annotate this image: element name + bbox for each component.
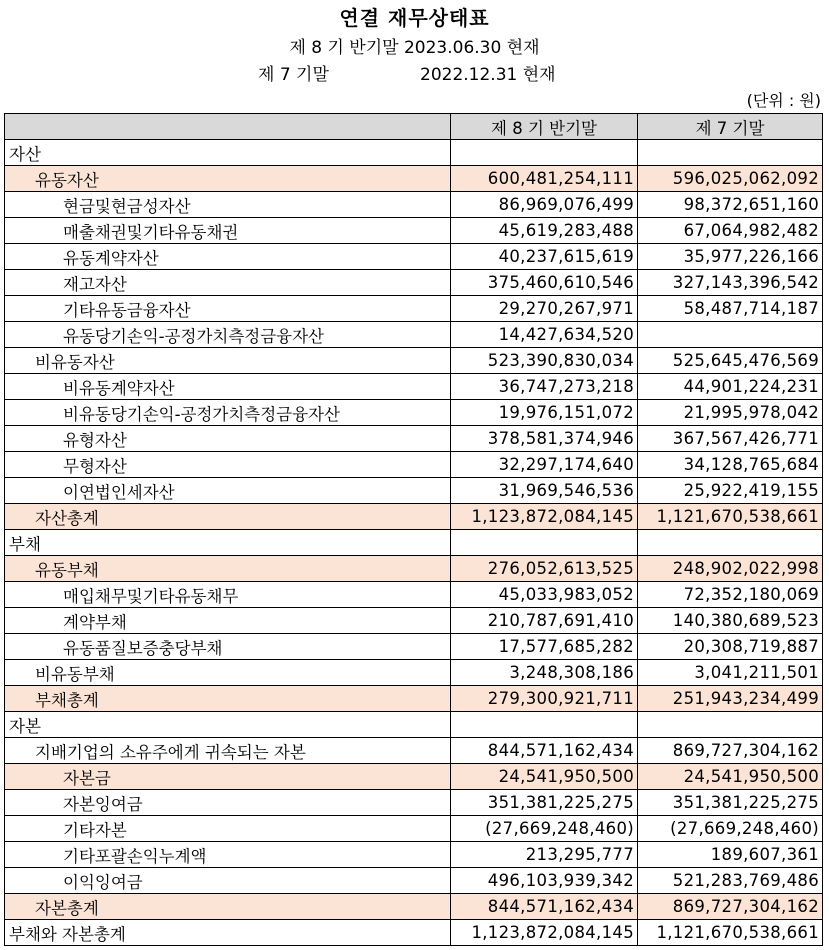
account-name: 기타포괄손익누계액 (5, 842, 451, 868)
account-name: 자본금 (5, 764, 451, 790)
prior-period-amount (638, 712, 823, 738)
prior-period-amount (638, 140, 823, 166)
table-row (5, 738, 823, 764)
prior-period-amount: 367,567,426,771 (638, 426, 823, 452)
prior-period-amount: 67,064,982,482 (638, 218, 823, 244)
table-row (5, 764, 823, 790)
prior-period-amount: 869,727,304,162 (638, 894, 823, 920)
prior-period-amount: 521,283,769,486 (638, 868, 823, 894)
table-row (5, 816, 823, 842)
document-title: 연결 재무상태표 (339, 6, 490, 30)
current-period-amount: 279,300,921,711 (451, 686, 638, 712)
table-row (5, 790, 823, 816)
account-name: 기타자본 (5, 816, 451, 842)
account-name: 자본총계 (5, 894, 451, 920)
current-period-amount: 40,237,615,619 (451, 244, 638, 270)
prior-period-amount: 869,727,304,162 (638, 738, 823, 764)
current-period-amount: 496,103,939,342 (451, 868, 638, 894)
period-line-prior-date: 2022.12.31 현재 (420, 65, 556, 85)
prior-period-amount: 98,372,651,160 (638, 192, 823, 218)
current-period-amount: 45,619,283,488 (451, 218, 638, 244)
account-name: 비유동자산 (5, 348, 451, 374)
account-name: 유동부채 (5, 556, 451, 582)
prior-period-amount: 596,025,062,092 (638, 166, 823, 192)
table-row (5, 686, 823, 712)
current-period-amount: 1,123,872,084,145 (451, 920, 638, 946)
prior-period-amount: (27,669,248,460) (638, 816, 823, 842)
account-name: 기타유동금융자산 (5, 296, 451, 322)
account-name: 자본잉여금 (5, 790, 451, 816)
prior-period-amount: 251,943,234,499 (638, 686, 823, 712)
prior-period-amount: 35,977,226,166 (638, 244, 823, 270)
account-name: 매출채권및기타유동채권 (5, 218, 451, 244)
current-period-amount: 523,390,830,034 (451, 348, 638, 374)
current-period-amount (451, 140, 638, 166)
current-period-amount: 24,541,950,500 (451, 764, 638, 790)
table-row (5, 218, 823, 244)
current-period-amount: 19,976,151,072 (451, 400, 638, 426)
current-period-amount: 32,297,174,640 (451, 452, 638, 478)
table-row (5, 920, 823, 946)
table-row (5, 842, 823, 868)
prior-period-amount (638, 530, 823, 556)
account-name: 자산총계 (5, 504, 451, 530)
current-period-amount: 29,270,267,971 (451, 296, 638, 322)
table-row (5, 374, 823, 400)
current-period-amount: 3,248,308,186 (451, 660, 638, 686)
account-name: 매입채무및기타유동채무 (5, 582, 451, 608)
prior-period-amount: 21,995,978,042 (638, 400, 823, 426)
current-period-amount: 844,571,162,434 (451, 738, 638, 764)
header-account (5, 114, 451, 140)
table-row (5, 400, 823, 426)
account-name: 부채 (5, 530, 451, 556)
account-name: 유동계약자산 (5, 244, 451, 270)
prior-period-amount: 327,143,396,542 (638, 270, 823, 296)
prior-period-amount: 20,308,719,887 (638, 634, 823, 660)
current-period-amount: 14,427,634,520 (451, 322, 638, 348)
account-name: 부채총계 (5, 686, 451, 712)
table-row (5, 530, 823, 556)
period-line-current: 제 8 기 반기말 2023.06.30 현재 (289, 38, 540, 58)
table-row (5, 140, 823, 166)
account-name: 유형자산 (5, 426, 451, 452)
table-row (5, 166, 823, 192)
current-period-amount (451, 712, 638, 738)
table-row (5, 660, 823, 686)
account-name: 이연법인세자산 (5, 478, 451, 504)
account-name: 지배기업의 소유주에게 귀속되는 자본 (5, 738, 451, 764)
prior-period-amount: 1,121,670,538,661 (638, 504, 823, 530)
table-row (5, 296, 823, 322)
current-period-amount: 210,787,691,410 (451, 608, 638, 634)
prior-period-amount: 3,041,211,501 (638, 660, 823, 686)
current-period-amount: 351,381,225,275 (451, 790, 638, 816)
balance-sheet-table (4, 113, 823, 946)
current-period-amount: 36,747,273,218 (451, 374, 638, 400)
prior-period-amount: 25,922,419,155 (638, 478, 823, 504)
prior-period-amount: 34,128,765,684 (638, 452, 823, 478)
account-name: 계약부채 (5, 608, 451, 634)
account-name: 비유동부채 (5, 660, 451, 686)
current-period-amount: 378,581,374,946 (451, 426, 638, 452)
prior-period-amount: 189,607,361 (638, 842, 823, 868)
account-name: 무형자산 (5, 452, 451, 478)
table-row (5, 712, 823, 738)
table-row (5, 478, 823, 504)
prior-period-amount (638, 322, 823, 348)
header-row (5, 114, 823, 140)
table-row (5, 426, 823, 452)
account-name: 부채와 자본총계 (5, 920, 451, 946)
current-period-amount: 17,577,685,282 (451, 634, 638, 660)
current-period-amount: 1,123,872,084,145 (451, 504, 638, 530)
table-row (5, 270, 823, 296)
table-row (5, 634, 823, 660)
account-name: 비유동당기손익-공정가치측정금융자산 (5, 400, 451, 426)
header-current-period: 제 8 기 반기말 (451, 114, 638, 140)
account-name: 현금및현금성자산 (5, 192, 451, 218)
prior-period-amount: 140,380,689,523 (638, 608, 823, 634)
current-period-amount: 45,033,983,052 (451, 582, 638, 608)
table-row (5, 556, 823, 582)
current-period-amount: 86,969,076,499 (451, 192, 638, 218)
table-row (5, 504, 823, 530)
table-row (5, 868, 823, 894)
prior-period-amount: 72,352,180,069 (638, 582, 823, 608)
account-name: 자산 (5, 140, 451, 166)
prior-period-amount: 525,645,476,569 (638, 348, 823, 374)
header-prior-period: 제 7 기말 (638, 114, 823, 140)
account-name: 재고자산 (5, 270, 451, 296)
table-row (5, 582, 823, 608)
prior-period-amount: 1,121,670,538,661 (638, 920, 823, 946)
account-name: 이익잉여금 (5, 868, 451, 894)
account-name: 유동품질보증충당부채 (5, 634, 451, 660)
account-name: 비유동계약자산 (5, 374, 451, 400)
current-period-amount: 375,460,610,546 (451, 270, 638, 296)
table-row (5, 452, 823, 478)
table-row (5, 244, 823, 270)
table-row (5, 322, 823, 348)
current-period-amount (451, 530, 638, 556)
table-row (5, 894, 823, 920)
prior-period-amount: 44,901,224,231 (638, 374, 823, 400)
account-name: 자본 (5, 712, 451, 738)
table-row (5, 348, 823, 374)
current-period-amount: 844,571,162,434 (451, 894, 638, 920)
prior-period-amount: 351,381,225,275 (638, 790, 823, 816)
current-period-amount: 31,969,546,536 (451, 478, 638, 504)
prior-period-amount: 248,902,022,998 (638, 556, 823, 582)
current-period-amount: 600,481,254,111 (451, 166, 638, 192)
account-name: 유동자산 (5, 166, 451, 192)
account-name: 유동당기손익-공정가치측정금융자산 (5, 322, 451, 348)
current-period-amount: 213,295,777 (451, 842, 638, 868)
table-row (5, 608, 823, 634)
unit-label: (단위 : 원) (746, 91, 821, 110)
period-line-prior-label: 제 7 기말 (258, 65, 329, 85)
table-row (5, 192, 823, 218)
prior-period-amount: 24,541,950,500 (638, 764, 823, 790)
current-period-amount: (27,669,248,460) (451, 816, 638, 842)
current-period-amount: 276,052,613,525 (451, 556, 638, 582)
prior-period-amount: 58,487,714,187 (638, 296, 823, 322)
